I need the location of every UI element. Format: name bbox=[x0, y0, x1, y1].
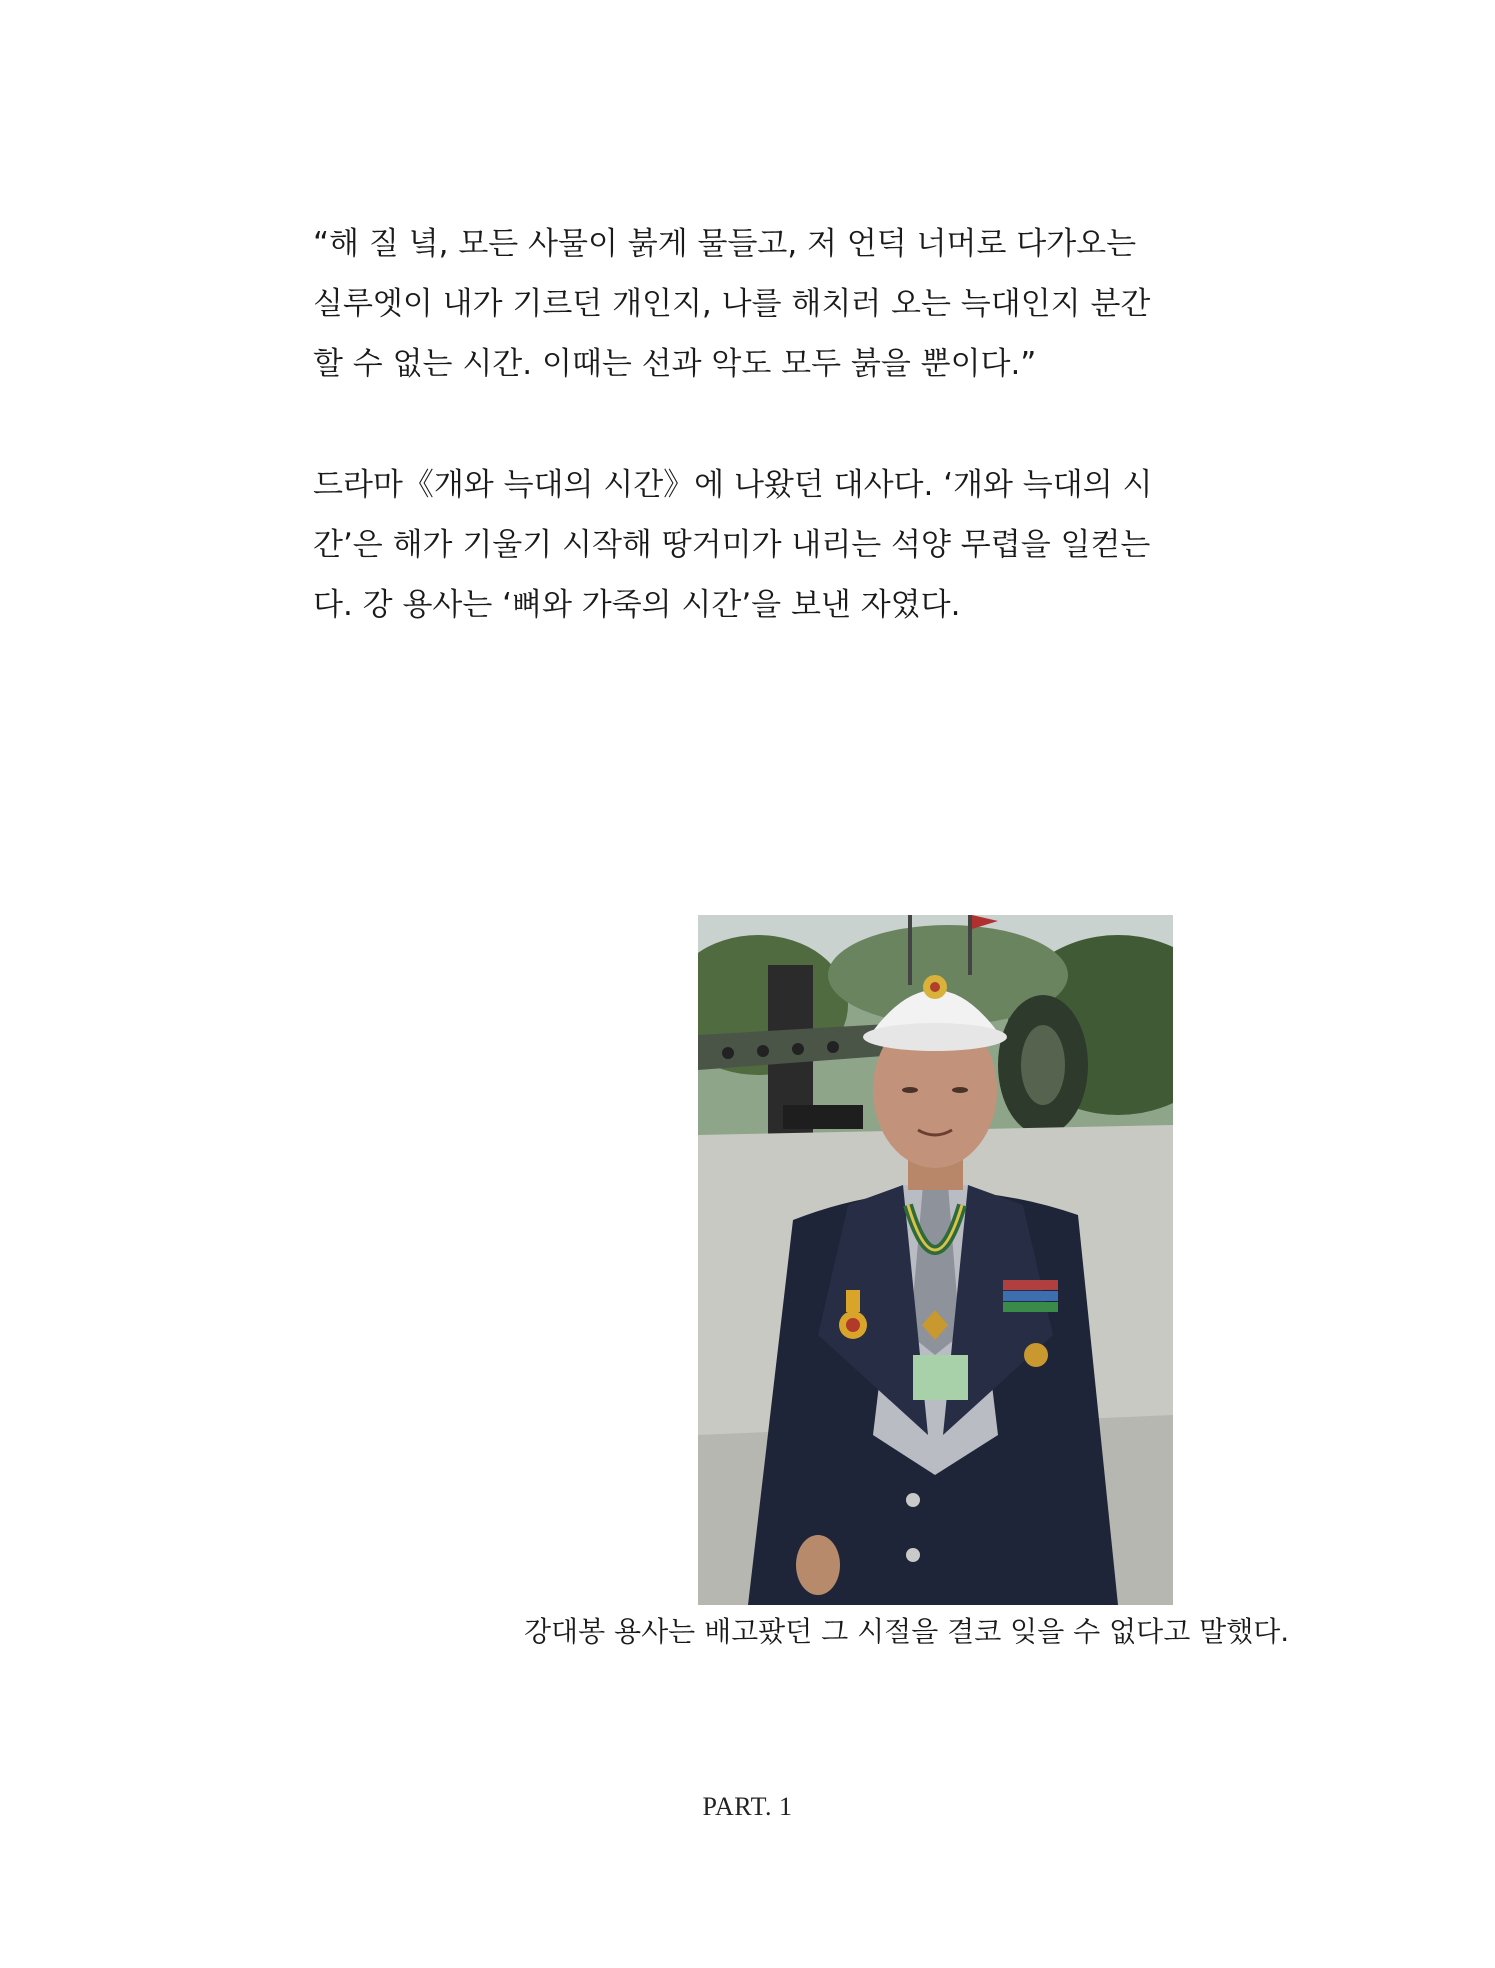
quote-paragraph bbox=[313, 214, 1175, 394]
quote-line-1: “해 질 녘, 모든 사물이 붉게 물들고, 저 언덕 너머로 다가오는 bbox=[313, 226, 1137, 262]
veteran-photo bbox=[698, 915, 1173, 1605]
body-line-1: 드라마《개와 늑대의 시간》에 나왔던 대사다. ‘개와 늑대의 시 bbox=[313, 467, 1153, 503]
page-footer-label: PART. 1 bbox=[702, 1792, 793, 1821]
body-line-3: 다. 강 용사는 ‘뼈와 가죽의 시간’을 보낸 자였다. bbox=[313, 587, 961, 623]
quote-line-3: 할 수 없는 시간. 이때는 선과 악도 모두 붉을 뿐이다.” bbox=[313, 346, 1037, 382]
body-line-2: 간’은 해가 기울기 시작해 땅거미가 내리는 석양 무렵을 일컫는 bbox=[313, 527, 1151, 563]
photo-caption: 강대봉 용사는 배고팠던 그 시절을 결코 잊을 수 없다고 말했다. bbox=[524, 1615, 1290, 1648]
quote-line-2: 실루엣이 내가 기르던 개인지, 나를 해치러 오는 늑대인지 분간 bbox=[313, 286, 1151, 322]
body-paragraph bbox=[313, 455, 1175, 635]
